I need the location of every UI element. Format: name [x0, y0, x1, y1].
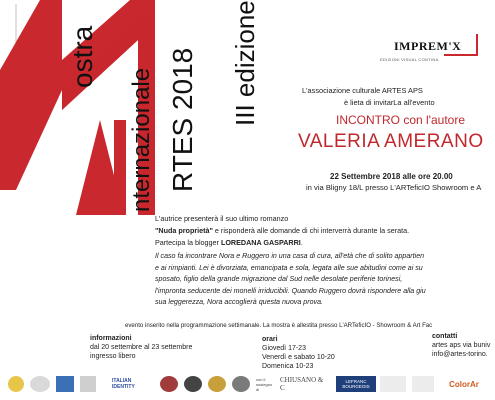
sponsor-logo-chiusano: CHIUSANO & C — [280, 376, 324, 392]
title-line-artes-2018: RTES 2018 — [167, 47, 198, 192]
body-book-line — [155, 226, 409, 235]
contacts-column — [432, 332, 490, 359]
sponsor-logo — [8, 376, 24, 392]
letter-i-shape — [114, 120, 126, 215]
sponsor-logo — [30, 376, 50, 392]
title-edition: III edizione — [230, 0, 260, 126]
sponsor-logo — [160, 376, 178, 392]
title-line-internazionale: nternazionale — [128, 67, 155, 212]
sponsor-logo — [56, 376, 74, 392]
sponsor-logo — [80, 376, 96, 392]
sponsor-logo — [232, 376, 250, 392]
blogger-name: LOREDANA GASPARRI — [220, 238, 301, 247]
synopsis-line: sposato, figlio della grande migrazione dal Sud nelle desolate periferie torinesi, — [155, 275, 403, 284]
info-line: ingresso libero — [90, 353, 136, 360]
hours-line: Giovedì 17-23 — [262, 345, 306, 352]
event-datetime: 22 Settembre 2018 alle ore 20.00 — [330, 172, 453, 181]
body-blogger-line — [155, 238, 303, 247]
book-rest: e risponderà alle domande di chi interverrà durante la serata. — [212, 226, 410, 235]
synopsis-line: l'impronta seducente dei monelli irriducibili. Quando Ruggero dovrà rispondere alla giu — [155, 286, 426, 295]
impremix-tagline: EDIZIONI VISUAL CONTINA — [380, 57, 439, 62]
title-line-ostra: ostra — [67, 25, 98, 88]
impremix-logo — [376, 36, 486, 76]
sponsor-logo-lefranc: LEFRANC BOURGEOIS — [336, 376, 376, 392]
sponsor-supported-by: con il sostegno di — [256, 376, 273, 392]
info-line: dal 20 settembre al 23 settembre — [90, 344, 193, 351]
body-intro: L'autrice presenterà il suo ultimo romanzo — [155, 214, 289, 223]
synopsis-line: e ai rimpianti. Lei è divorziata, emancipata e sola, legata alle sue abitudini come ai su — [155, 263, 423, 272]
hours-line: Venerdì e sabato 10-20 — [262, 354, 335, 361]
contacts-label: contatti — [432, 333, 458, 340]
hours-label: orari — [262, 336, 278, 343]
hours-line: Domenica 10-23 — [262, 363, 314, 370]
sponsor-logo-colorar: ColorAr — [449, 379, 479, 389]
blogger-prefix: Partecipa la blogger — [155, 238, 221, 247]
sponsor-logo — [412, 376, 434, 392]
blogger-suffix: . — [300, 238, 303, 247]
info-label: informazioni — [90, 335, 132, 342]
sponsor-logo-italian-identity: ITALIAN IDENTITY — [112, 378, 135, 390]
sponsor-logos-row — [0, 368, 495, 400]
sponsor-logo — [208, 376, 226, 392]
sponsor-logo — [380, 376, 406, 392]
contacts-line: info@artes-torino. — [432, 351, 488, 358]
sponsor-logo — [184, 376, 202, 392]
book-title: "Nuda proprietà" — [155, 226, 213, 235]
author-name: VALERIA AMERANO — [298, 131, 484, 152]
synopsis-line: sua leggerezza, Nora accoglierà questa nuova prova. — [155, 298, 323, 307]
incontro-label: INCONTRO con l'autore — [336, 113, 465, 127]
synopsis-line: Il caso fa incontrare Nora e Ruggero in una casa di cura, all'età che di solito appartien — [155, 252, 425, 260]
contacts-line: artes aps via buniv — [432, 342, 491, 349]
invite-line-2: è lieta di invitarLa all'evento — [344, 98, 435, 107]
synopsis — [155, 251, 426, 309]
impremix-name: IMPREM'X — [394, 39, 462, 53]
hours-column — [262, 335, 335, 371]
info-column — [90, 334, 192, 361]
invite-line-1: L'associazione culturale ARTES APS — [302, 86, 423, 95]
event-venue: in via Bligny 18/L presso L'ARTeficIO Showroom e A — [306, 183, 482, 192]
programme-note: evento inserito nella programmazione settimanale. La mostra è allestita presso L'ARTeficIO - Showroom & Art Fac — [125, 322, 433, 329]
